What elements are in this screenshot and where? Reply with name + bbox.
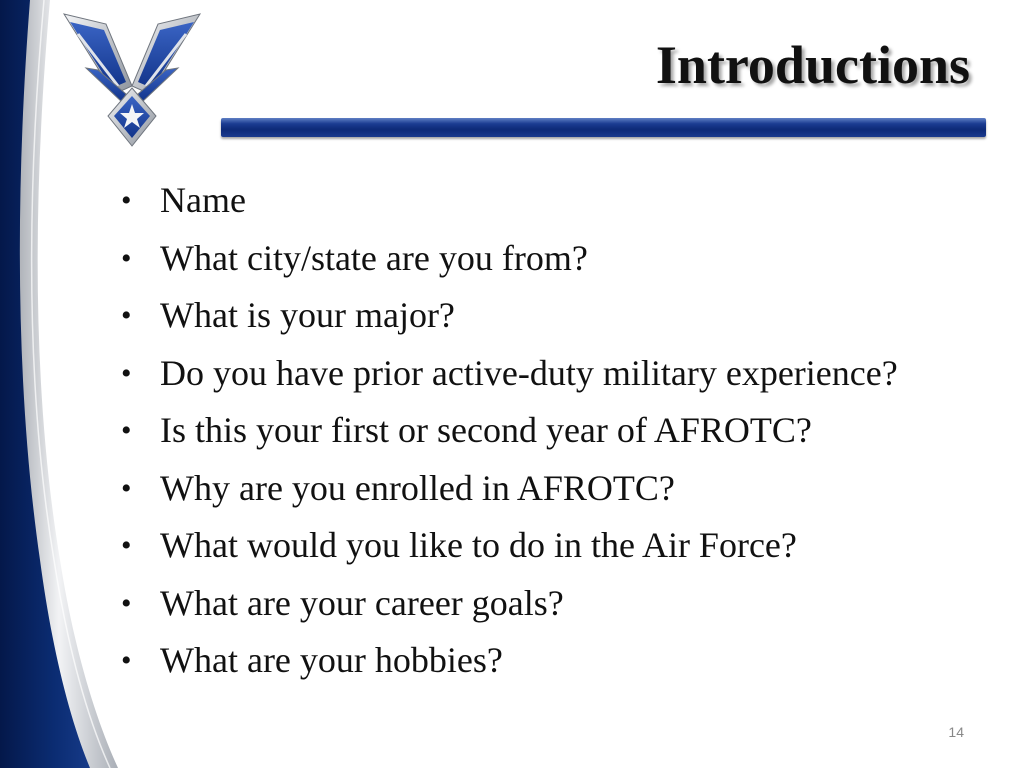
bullet-item-name: • Name (118, 172, 898, 230)
title-underline-bar (221, 118, 986, 137)
page-number: 14 (948, 724, 964, 740)
bullet-item-career-goals: • What are your career goals? (118, 575, 898, 633)
bullet-item-enrollment-reason: • Why are you enrolled in AFROTC? (118, 460, 898, 518)
slide-title: Introductions (655, 35, 970, 95)
bullet-item-major: • What is your major? (118, 287, 898, 345)
bullet-item-hobbies: • What are your hobbies? (118, 632, 898, 690)
bullet-item-city-state: • What city/state are you from? (118, 230, 898, 288)
bullet-list (118, 172, 898, 690)
bullet-item-afrotc-year: • Is this your first or second year of AFROTC? (118, 402, 898, 460)
bullet-item-air-force-goal: • What would you like to do in the Air Force? (118, 517, 898, 575)
air-force-wings-emblem-icon (56, 8, 208, 150)
bullet-item-military-experience: • Do you have prior active-duty military experience? (118, 345, 898, 403)
